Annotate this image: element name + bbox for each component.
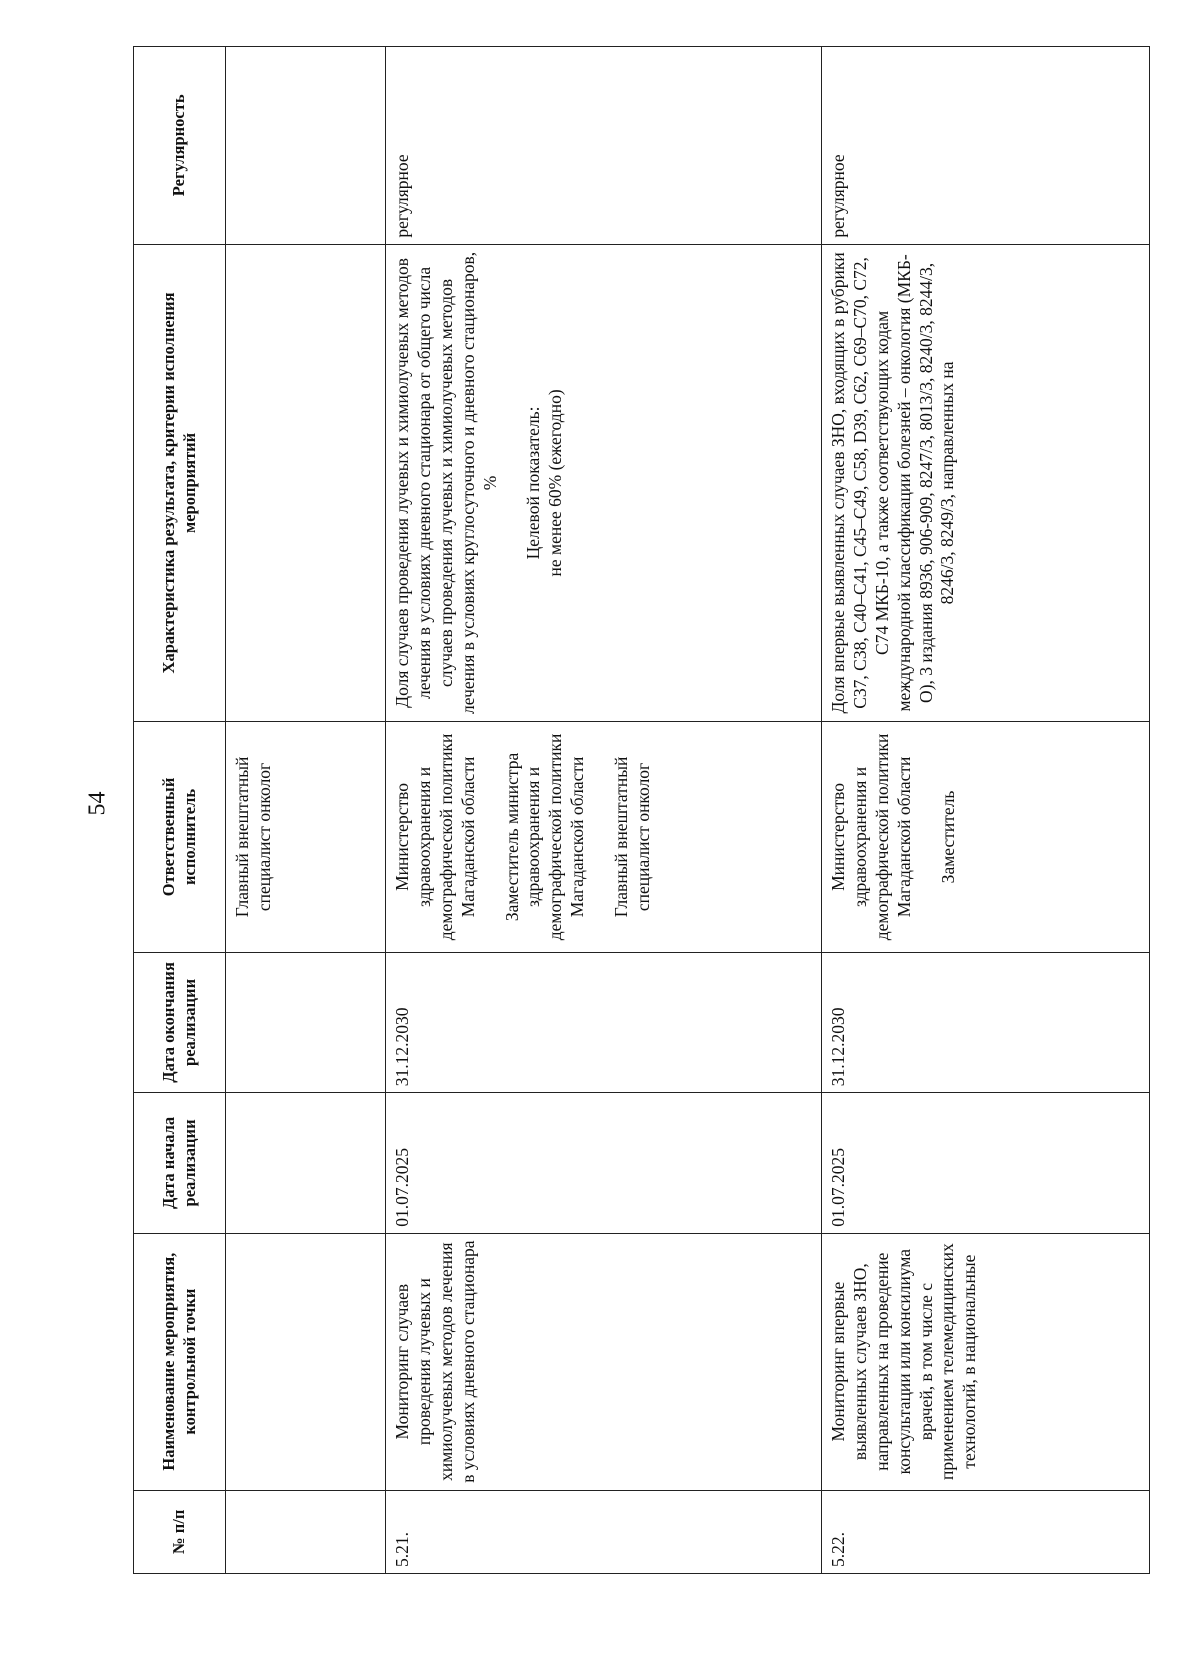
cell-resp — [822, 722, 1150, 953]
cell-reg — [226, 47, 386, 245]
cell-end: 31.12.2030 — [822, 952, 1150, 1093]
cell-name: Мониторинг случаев проведения лучевых и химиолучевых методов лечения в условиях дневного стационара — [386, 1233, 822, 1490]
resp-item: Заместитель — [937, 790, 958, 884]
cell-name: Мониторинг впервые выявленных случаев ЗНО, направленных на проведение консультации или консилиума врачей, в том числе с применением телемедицинских технологий, в национальные — [822, 1233, 1150, 1490]
cell-name — [226, 1233, 386, 1490]
header-char: Характеристика результата, критерии исполнения мероприятий — [134, 244, 226, 722]
target-value: не менее 60% (ежегодно) — [545, 389, 566, 577]
resp-item: Главный внештатный специалист онколог — [611, 756, 653, 918]
cell-end: 31.12.2030 — [386, 952, 822, 1093]
table-row — [822, 47, 1150, 1574]
header-name: Наименование мероприятия, контрольной точки — [134, 1233, 226, 1490]
cell-num: 5.21. — [386, 1490, 822, 1573]
cell-resp — [226, 722, 386, 953]
cell-start: 01.07.2025 — [386, 1093, 822, 1234]
header-end: Дата окончания реализации — [134, 952, 226, 1093]
header-num: № п/п — [134, 1490, 226, 1573]
cell-char — [226, 244, 386, 722]
resp-item: Заместитель министра здравоохранения и демографической политики Магаданской области — [501, 733, 588, 941]
cell-resp — [386, 722, 822, 953]
cell-char: Доля впервые выявленных случаев ЗНО, входящих в рубрики С37, С38, С40–С41, С45–С49, С58, D39, С62, С69–С70, С72, С74 МКБ-10, а также соответствующих кодам международной классификации болезней – онкология (МКБ-О), 3 издания 8936, 906-909, 8247/3, 8013/3, 8240/3, 8244/3, 8246/3, 8249/3, направленных на — [822, 244, 1150, 722]
resp-item: Министерство здравоохранения и демографической политики Магаданской области — [828, 733, 914, 941]
cell-start: 01.07.2025 — [822, 1093, 1150, 1234]
table-row — [386, 47, 822, 1574]
target-label: Целевой показатель: — [523, 406, 544, 560]
char-text: Доля случаев проведения лучевых и химиолучевых методов лечения в условиях дневного стационара от общего числа случаев проведения лучевых и химиолучевых методов лечения в условиях круглосуточного и дневного стационаров, % — [392, 251, 500, 714]
cell-num: 5.22. — [822, 1490, 1150, 1573]
resp-item: Главный внештатный специалист онколог — [232, 756, 274, 918]
activities-table — [133, 46, 1150, 1574]
page-number: 54 — [84, 791, 111, 816]
resp-item: Министерство здравоохранения и демографической политики Магаданской области — [392, 733, 478, 941]
cell-reg: регулярное — [822, 47, 1150, 245]
header-start: Дата начала реализации — [134, 1093, 226, 1234]
header-reg: Регулярность — [134, 47, 226, 245]
table-header-row — [134, 47, 226, 1574]
cell-num — [226, 1490, 386, 1573]
header-resp: Ответственный исполнитель — [134, 722, 226, 953]
cell-char — [386, 244, 822, 722]
table-rotation-frame — [133, 46, 1149, 1574]
cell-end — [226, 952, 386, 1093]
table-row — [226, 47, 386, 1574]
cell-start — [226, 1093, 386, 1234]
cell-reg: регулярное — [386, 47, 822, 245]
